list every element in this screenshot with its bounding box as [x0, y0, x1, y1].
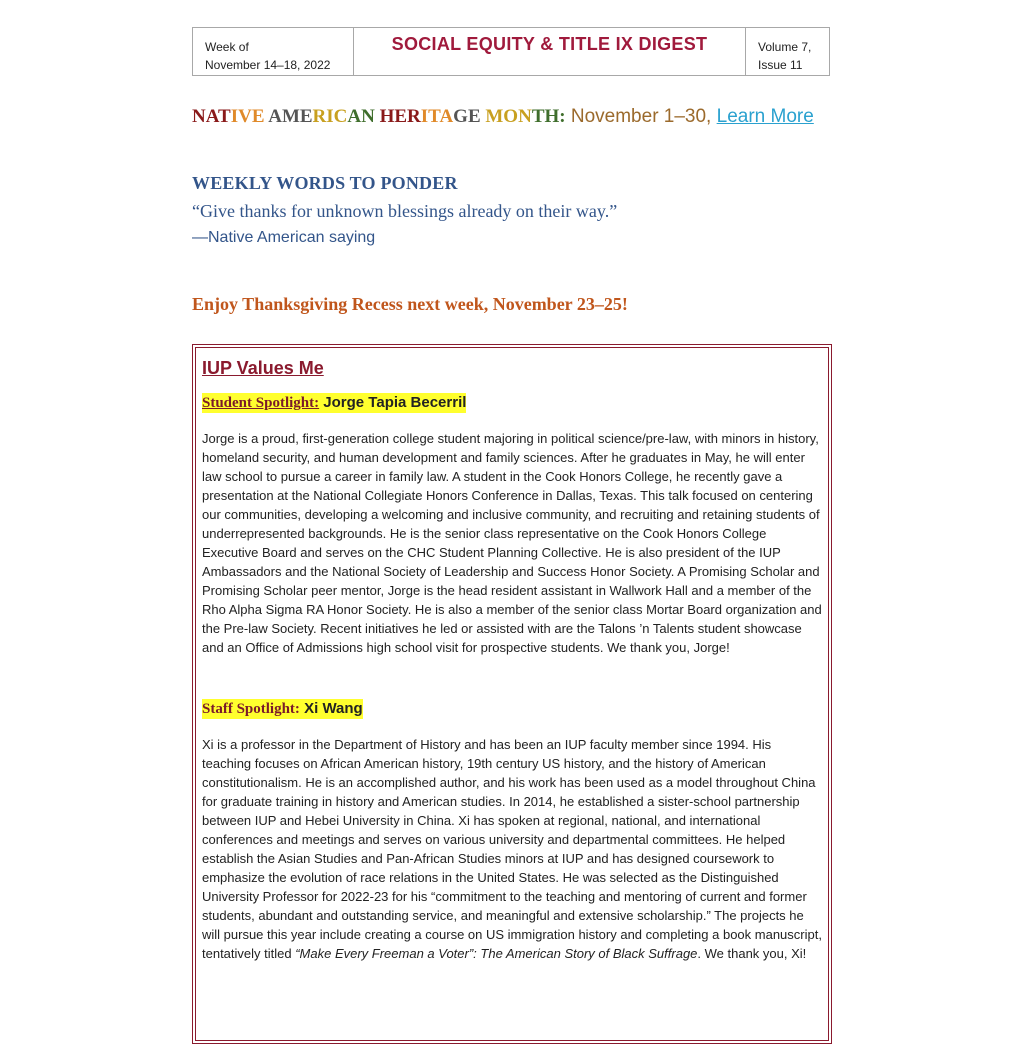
iup-values-me-title: IUP Values Me [202, 358, 324, 378]
weekly-quote: “Give thanks for unknown blessings already on their way.” [192, 201, 618, 221]
book-title: “Make Every Freeman a Voter”: The American Story of Black Suffrage [295, 946, 698, 961]
staff-spotlight-body [202, 735, 822, 963]
student-spotlight-body: Jorge is a proud, first-generation college student majoring in political science/pre-law, with minors in history, homeland security, and human development and family sciences. After he graduates in May, he will enter law school to pursue a career in family law. A student in the Cook Honors College, he recently gave a presentation at the National Collegiate Honors Conference in Dallas, Texas. This talk focused on centering our communities, developing a welcoming and inclusive community, and recruiting and retaining students of underrepresented backgrounds. He is the senior class representative on the Cook Honors College Executive Board and serves on the CHC Student Planning Collective. He is also president of the IUP Ambassadors and the National Society of Leadership and Success Honor Society. A Promising Scholar and Promising Scholar peer mentor, Jorge is the head resident assistant in Wallwork Hall and a member of the Rho Alpha Sigma RA Honor Society. He is also a member of the senior class Mortar Board organization and the Pre-law Society. Recent initiatives he led or assisted with are the Talons ’n Talents student showcase and an Office of Admissions high school visit for prospective students. We thank you, Jorge! [202, 431, 822, 655]
volume-label: Volume 7, [758, 40, 812, 54]
masthead-week [193, 28, 354, 75]
heritage-month-dates: November 1–30, [565, 106, 717, 127]
heritage-month-title [192, 106, 566, 127]
student-spotlight-name: Jorge Tapia Becerril [319, 394, 467, 411]
masthead-issue [745, 28, 829, 75]
week-label: Week of [205, 40, 249, 54]
heritage-title-segment: NAT [192, 106, 231, 127]
week-dates: November 14–18, 2022 [205, 58, 331, 72]
staff-body-main: Xi is a professor in the Department of History and has been an IUP faculty member since 1994. His teaching focuses on African American history, 19th century US history, and the history of American constitutionalism. He is an accomplished author, and his work has been used as a model throughout China for graduate training in history and American studies. In 2014, he established a sister-school partnership between IUP and Hebei University in China. Xi has spoken at regional, national, and international conferences and meetings and serves on various university and departmental committees. He helped establish the Asian Studies and Pan-African Studies minors at IUP and has designed coursework to emphasize the evolution of race relations in the United States. He was selected as the Distinguished University Professor for 2022-23 for his “commitment to the teaching and mentoring of current and former students, abundant and outstanding service, and meaningful and extensive scholarship.” The projects he will pursue this year include creating a course on US immigration history and completing a book manuscript, tentatively titled [202, 737, 822, 961]
heritage-title-segment: GE [453, 106, 486, 127]
recess-announcement: Enjoy Thanksgiving Recess next week, November 23–25! [192, 294, 628, 314]
section-gap [202, 657, 822, 699]
learn-more-link[interactable]: Learn More [716, 106, 814, 127]
issue-label: Issue 11 [758, 58, 803, 72]
staff-spotlight-label: Staff Spotlight: [202, 701, 300, 717]
heritage-title-segment: IVE [230, 106, 269, 127]
masthead [192, 27, 830, 76]
heritage-title-segment: MON [485, 106, 532, 127]
heritage-title-segment: TH: [531, 106, 566, 127]
iup-values-me-inner [195, 347, 829, 1041]
student-spotlight-label: Student Spotlight: [202, 395, 320, 411]
newsletter-title: SOCIAL EQUITY & TITLE IX DIGEST [391, 34, 708, 54]
heritage-title-segment: ITA [420, 106, 454, 127]
staff-spotlight-heading [202, 699, 363, 719]
staff-spotlight-name: Xi Wang [299, 700, 363, 717]
heritage-month-banner [192, 106, 814, 128]
heritage-title-segment: RIC [312, 106, 348, 127]
weekly-words-section [192, 173, 617, 247]
masthead-center [354, 28, 745, 75]
weekly-words-heading: WEEKLY WORDS TO PONDER [192, 173, 458, 193]
student-spotlight-heading [202, 393, 466, 413]
heritage-title-segment: HER [379, 106, 421, 127]
heritage-title-segment: AN [347, 106, 380, 127]
quote-attribution: —Native American saying [192, 229, 376, 246]
staff-body-end: . We thank you, Xi! [697, 946, 807, 961]
iup-values-me-box [192, 344, 832, 1044]
heritage-title-segment: AME [268, 106, 313, 127]
